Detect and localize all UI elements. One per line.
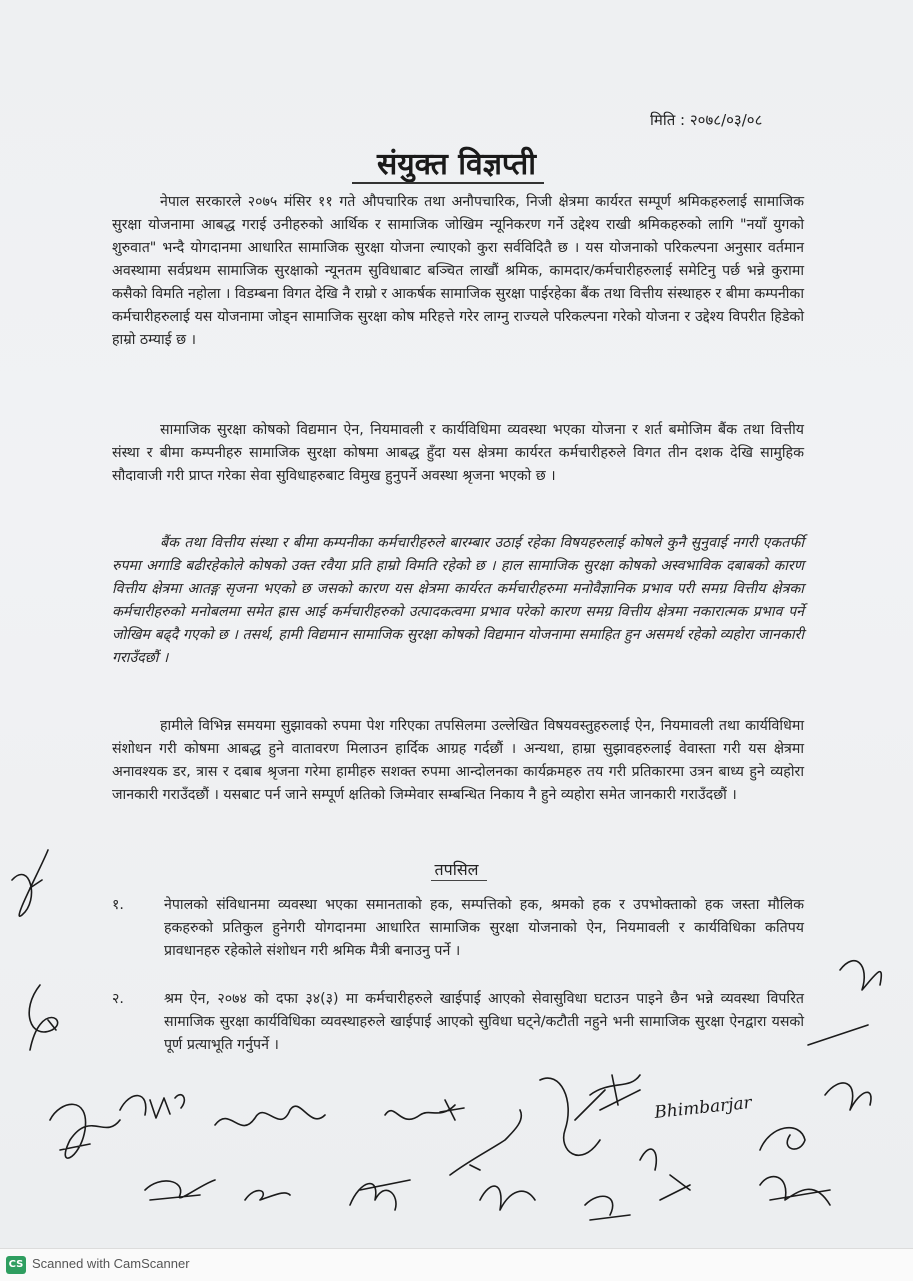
signature-mark: [840, 961, 881, 990]
document-date: मिति : २०७८/०३/०८: [650, 111, 763, 129]
signature-mark: [385, 1100, 464, 1120]
signature-mark: [640, 1149, 690, 1200]
signature-mark: [50, 1104, 120, 1158]
signature-mark: [215, 1106, 325, 1125]
annex-item-number: २.: [112, 991, 124, 1007]
signature-mark: [590, 1075, 640, 1110]
signature-name: Bhimbarjar: [653, 1092, 753, 1123]
paragraph-2: सामाजिक सुरक्षा कोषको विद्यमान ऐन, नियमावली र कार्यविधिमा व्यवस्था भएका योजना र शर्त बमोजिम बैंक तथा वित्तीय संस्था र बीमा कम्पनीहरु सामाजिक सुरक्षा कोषमा आबद्ध हुँदा यस क्षेत्रमा कार्यरत कर्मचारीहरुले विगत तीन दशक देखि सामुहिक सौदावाजी गरी प्राप्त गरेका सेवा सुविधाहरुबाट विमुख हुनुपर्ने अवस्था श्रृजना भएको छ ।: [112, 422, 804, 484]
signature-mark: [760, 1128, 805, 1150]
signature-mark: [585, 1196, 630, 1220]
scanner-watermark: Scanned with CamScanner: [32, 1256, 190, 1271]
annex-item-text: नेपालको संविधानमा व्यवस्था भएका समानताको हक, सम्पत्तिको हक, श्रमको हक र उपभोक्ताको हक जस्ता मौलिक हकहरुको प्रतिकुल हुनेगरी योगदानमा आधारित सामाजिक सुरक्षा योजनाको ऐन, नियमावली र कार्यविधिका कतिपय प्रावधानहरु रहेकोले संशोधन गरी श्रमिक मैत्री बनाउनु पर्ने ।: [164, 897, 804, 959]
signature-mark: [540, 1078, 605, 1155]
paragraph-1: नेपाल सरकारले २०७५ मंसिर ११ गते औपचारिक तथा अनौपचारिक, निजी क्षेत्रमा कार्यरत सम्पूर्ण श्रमिकहरुलाई सामाजिक सुरक्षा योजनामा आबद्ध गराई उनीहरुको आर्थिक र सामाजिक जोखिम न्यूनिकरण गर्ने उद्देश्य राखी श्रमिकहरुको लागि "नयाँ युगको शुरुवात" भन्दै योगदानमा आधारित सामाजिक सुरक्षा योजना ल्याएको कुरा सर्वविदितै छ । यस योजनाको परिकल्पना अनुसार वर्तमान अवस्थामा सर्वप्रथम सामाजिक सुरक्षाको न्यूनतम सुविधाबाट बञ्चित लाखौं श्रमिक, कामदार/कर्मचारीहरुलाई समेटिनु पर्छ भन्ने कुरामा कसैको विमति नहोला । विडम्बना विगत देखि नै राम्रो र आकर्षक सामाजिक सुरक्षा पाईरहेका बैंक तथा वित्तीय संस्थाहरु र बीमा कम्पनीका कर्मचारीहरुलाई यस योजनामा जोड्न सामाजिक सुरक्षा कोष मरिहत्ते गरेर लाग्नु राज्यले परिकल्पना गरेको योजना र उद्देश्य विपरीत हिडेको हाम्रो ठम्याई छ ।: [112, 194, 804, 348]
signature-mark: [825, 1083, 871, 1110]
annex-item-text: श्रम ऐन, २०७४ को दफा ३४(३) मा कर्मचारीहरुले खाईपाई आएको सेवासुविधा घटाउन पाइने छैन भन्ने व्यवस्था विपरित सामाजिक सुरक्षा कार्यविधिका व्यवस्थाहरुले खाईपाई आएको सुविधा घट्ने/कटौती नहुने भनी सामाजिक सुरक्षा ऐनद्वारा यसको पूर्ण प्रत्याभूति गर्नुपर्ने ।: [164, 991, 804, 1053]
paragraph-4: हामीले विभिन्न समयमा सुझावको रुपमा पेश गरिएका तपसिलमा उल्लेखित विषयवस्तुहरुलाई ऐन, नियमावली तथा कार्यविधिमा संशोधन गरी कोषमा आबद्ध हुने वातावरण मिलाउन हार्दिक आग्रह गर्दछौं । अन्यथा, हाम्रा सुझावहरुलाई वेवास्ता गरी यस क्षेत्रमा अनावश्यक डर, त्रास र दबाब श्रृजना गरेमा हामीहरु सशक्त रुपमा आन्दोलनका कार्यक्रमहरु तय गरी प्रतिकारमा उत्रन बाध्य हुने व्यहोरा जानकारी गराउँदछौं । यसबाट पर्न जाने सम्पूर्ण क्षतिको जिम्मेवार सम्बन्धित निकाय नै हुने व्यहोरा समेत जानकारी गराउँदछौं ।: [112, 718, 804, 803]
scanner-footer: [0, 1248, 913, 1281]
signature-mark: [760, 1177, 830, 1205]
signature-mark: [245, 1191, 290, 1200]
signature-mark: [350, 1180, 410, 1210]
document-title: संयुक्त विज्ञप्ती: [376, 147, 537, 182]
signature-mark: [480, 1186, 535, 1210]
signature-mark: [29, 985, 57, 1050]
paragraph-3: बैंक तथा वित्तीय संस्था र बीमा कम्पनीका कर्मचारीहरुले बारम्बार उठाई रहेका विषयहरुलाई कोषले कुनै सुनुवाई नगरी एकतर्फी रुपमा अगाडि बढीरहेकोले कोषको उक्त रवैया प्रति हाम्रो विमति रहेको छ । हाल सामाजिक सुरक्षा कोषको अस्वभाविक दबाबको कारण वित्तीय क्षेत्रमा आतङ्ग सृजना भएको छ जसको कारण यस क्षेत्रमा कार्यरत कर्मचारीहरुमा मनोवैज्ञानिक प्रभाव परी समग्र वित्तीय क्षेत्रका कर्मचारीहरुको मनोबलमा समेत ह्रास आई कर्मचारीहरुको उत्पादकत्वमा प्रभाव परेको कारण समग्र वित्तीय क्षेत्रमा नकारात्मक प्रभाव पर्ने जोखिम बढ्दै गएको छ । तसर्थ, हामी विद्यमान सामाजिक सुरक्षा कोषको विद्यमान योजनामा समाहित हुन असमर्थ रहेको व्यहोरा जानकारी गराउँदछौं ।: [112, 535, 804, 666]
annex-item-number: १.: [112, 897, 124, 913]
camscanner-logo-icon: CS: [6, 1256, 26, 1274]
signature-mark: [808, 1025, 868, 1045]
signature-mark: [145, 1180, 215, 1200]
signature-mark: [450, 1110, 521, 1175]
signature-mark: [120, 1095, 184, 1118]
signature-mark: [12, 850, 48, 916]
annex-heading: तपसिल: [434, 860, 479, 879]
